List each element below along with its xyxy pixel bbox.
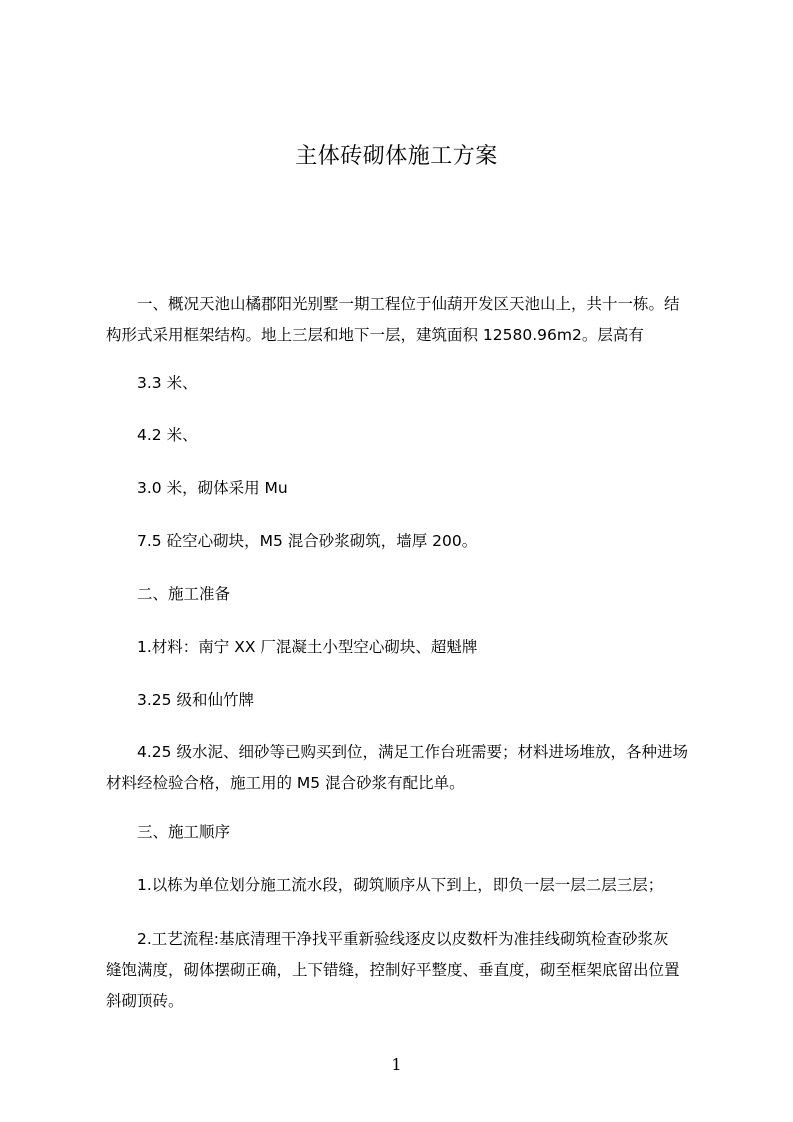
text-line: 3.25 级和仙竹牌 xyxy=(106,691,254,709)
paragraph-overview xyxy=(106,289,706,351)
text-line: 材料经检验合格，施工用的 M5 混合砂浆有配比单。 xyxy=(106,774,465,792)
text-line: 4.25 级水泥、细砂等已购买到位，满足工作台班需要；材料进场堆放，各种进场 xyxy=(106,743,688,761)
paragraph-block-spec xyxy=(106,526,706,557)
paragraph-materials xyxy=(106,632,706,663)
text-line: 1.以栋为单位划分施工流水段，砌筑顺序从下到上，即负一层一层二层三层； xyxy=(106,876,664,894)
text-line: 1.材料：南宁 XX 厂混凝土小型空心砌块、超魁牌 xyxy=(106,638,478,656)
text-line: 一、概况天池山橘郡阳光别墅一期工程位于仙葫开发区天池山上，共十一栋。结 xyxy=(106,295,680,313)
paragraph-process xyxy=(106,924,706,1017)
paragraph-height-2 xyxy=(106,420,706,451)
text-line: 构形式采用框架结构。地上三层和地下一层，建筑面积 12580.96m2。层高有 xyxy=(106,326,644,344)
section-heading-preparation xyxy=(106,579,706,610)
text-line: 三、施工顺序 xyxy=(106,823,231,841)
section-heading-sequence xyxy=(106,817,706,848)
text-line: 2.工艺流程:基底清理干净找平重新验线逐皮以皮数杆为准挂线砌筑检查砂浆灰 xyxy=(106,930,669,948)
text-line: 缝饱满度，砌体摆砌正确，上下错缝，控制好平整度、垂直度，砌至框架底留出位置 xyxy=(106,961,680,979)
paragraph-cement-grade xyxy=(106,685,706,716)
paragraph-height-1 xyxy=(106,368,706,399)
paragraph-materials-ready xyxy=(106,737,706,799)
paragraph-sequence xyxy=(106,870,706,901)
text-line: 3.3 米、 xyxy=(106,374,198,392)
text-line: 4.2 米、 xyxy=(106,426,198,444)
document-title: 主体砖砌体施工方案 xyxy=(295,144,498,169)
paragraph-height-3 xyxy=(106,473,706,504)
text-line: 斜砌顶砖。 xyxy=(106,992,184,1010)
text-line: 二、施工准备 xyxy=(106,585,231,603)
text-line: 7.5 砼空心砌块，M5 混合砂浆砌筑，墙厚 200。 xyxy=(106,532,478,550)
text-line: 3.0 米，砌体采用 Mu xyxy=(106,479,288,497)
page-number: 1 xyxy=(391,1055,402,1074)
